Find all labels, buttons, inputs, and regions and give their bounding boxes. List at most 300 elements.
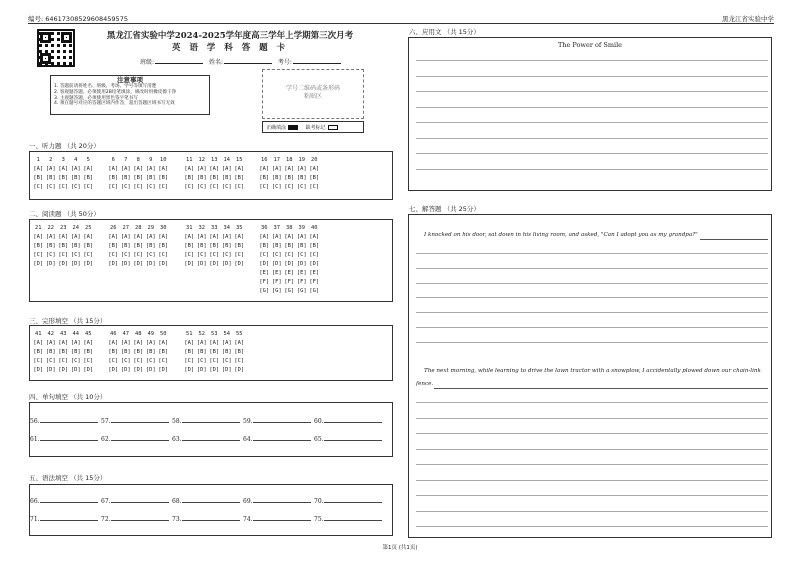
answer-bubble[interactable]: [A] <box>184 166 195 172</box>
answer-bubble[interactable]: [B] <box>108 349 119 355</box>
answer-bubble[interactable]: [D] <box>133 261 144 267</box>
answer-line[interactable] <box>324 435 382 441</box>
answer-bubble[interactable]: [C] <box>120 358 131 364</box>
answer-bubble[interactable]: [C] <box>209 358 220 364</box>
answer-bubble[interactable]: [G] <box>296 288 307 294</box>
answer-bubble[interactable]: [A] <box>259 234 270 240</box>
answer-bubble[interactable]: [F] <box>296 279 307 285</box>
answer-bubble[interactable]: [C] <box>33 252 44 258</box>
answer-bubble[interactable]: [C] <box>184 358 195 364</box>
answer-bubble[interactable]: [C] <box>83 252 94 258</box>
question-number: 29 <box>147 225 154 231</box>
answer-bubble[interactable]: [A] <box>209 234 220 240</box>
answer-bubble[interactable]: [D] <box>33 261 44 267</box>
blank-number: 63. <box>172 436 182 443</box>
answer-bubble[interactable]: [C] <box>158 358 169 364</box>
answer-bubble[interactable]: [B] <box>108 243 119 249</box>
answer-bubble[interactable]: [A] <box>158 166 169 172</box>
writing-line[interactable] <box>416 138 768 139</box>
answer-bubble[interactable]: [B] <box>145 243 156 249</box>
answer-bubble[interactable]: [B] <box>158 349 169 355</box>
writing-line[interactable] <box>416 122 768 123</box>
answer-bubble[interactable]: [A] <box>45 234 56 240</box>
answer-bubble[interactable]: [B] <box>120 349 131 355</box>
answer-bubble[interactable]: [D] <box>108 261 119 267</box>
answer-bubble[interactable]: [C] <box>83 184 94 190</box>
answer-line[interactable] <box>182 515 240 521</box>
answer-bubble[interactable]: [A] <box>108 340 119 346</box>
answer-line[interactable] <box>111 515 169 521</box>
answer-bubble[interactable]: [B] <box>284 243 295 249</box>
option-row <box>258 269 321 278</box>
answer-bubble[interactable]: [A] <box>83 340 94 346</box>
answer-bubble[interactable]: [D] <box>196 367 207 373</box>
answer-bubble[interactable]: [A] <box>309 234 320 240</box>
answer-bubble[interactable]: [B] <box>259 243 270 249</box>
answer-bubble[interactable]: [C] <box>58 358 69 364</box>
answer-bubble[interactable]: [A] <box>108 234 119 240</box>
answer-line[interactable] <box>324 497 382 503</box>
answer-bubble[interactable]: [A] <box>45 340 56 346</box>
answer-bubble[interactable]: [F] <box>309 279 320 285</box>
answer-bubble[interactable]: [C] <box>184 252 195 258</box>
answer-bubble[interactable]: [D] <box>45 261 56 267</box>
answer-bubble[interactable]: [D] <box>234 261 245 267</box>
answer-bubble[interactable]: [C] <box>158 252 169 258</box>
answer-bubble[interactable]: [B] <box>234 175 245 181</box>
answer-line[interactable] <box>40 435 98 441</box>
answer-line[interactable] <box>253 417 311 423</box>
writing-line[interactable] <box>416 76 768 77</box>
blank-number: 69. <box>243 498 253 505</box>
answer-bubble[interactable]: [B] <box>120 243 131 249</box>
answer-bubble[interactable]: [C] <box>196 184 207 190</box>
answer-bubble[interactable]: [B] <box>158 175 169 181</box>
answer-bubble[interactable]: [D] <box>83 261 94 267</box>
answer-bubble[interactable]: [A] <box>45 166 56 172</box>
answer-bubble[interactable]: [D] <box>184 367 195 373</box>
option-row <box>32 183 95 192</box>
answer-bubble[interactable]: [C] <box>184 184 195 190</box>
answer-bubble[interactable]: [C] <box>284 184 295 190</box>
answer-bubble[interactable]: [A] <box>196 234 207 240</box>
answer-bubble[interactable]: [C] <box>234 358 245 364</box>
answer-bubble[interactable]: [G] <box>259 288 270 294</box>
answer-bubble[interactable]: [D] <box>184 261 195 267</box>
answer-line[interactable] <box>182 417 240 423</box>
answer-bubble[interactable]: [G] <box>271 288 282 294</box>
id-field[interactable] <box>293 58 341 64</box>
answer-bubble[interactable]: [D] <box>120 367 131 373</box>
school-name: 黑龙江省实验中学 <box>722 15 774 23</box>
answer-bubble[interactable]: [C] <box>209 252 220 258</box>
writing-line[interactable] <box>416 433 768 434</box>
prompt-continuation-line[interactable] <box>434 388 768 389</box>
answer-bubble[interactable]: [A] <box>221 340 232 346</box>
answer-bubble[interactable]: [E] <box>259 270 270 276</box>
option-row <box>107 260 170 269</box>
answer-bubble[interactable]: [B] <box>221 243 232 249</box>
writing-line[interactable] <box>416 268 768 269</box>
answer-bubble[interactable]: [B] <box>196 243 207 249</box>
answer-line[interactable] <box>182 435 240 441</box>
answer-line[interactable] <box>253 515 311 521</box>
answer-bubble[interactable]: [C] <box>221 184 232 190</box>
notice-item: 3. 主观题答题，必须使用黑色签字笔书写 <box>54 95 138 101</box>
writing-line[interactable] <box>416 449 768 450</box>
writing-line[interactable] <box>416 327 768 328</box>
answer-bubble[interactable]: [D] <box>209 261 220 267</box>
question-number: 23 <box>60 225 67 231</box>
writing-line[interactable] <box>416 480 768 481</box>
answer-line[interactable] <box>111 417 169 423</box>
answer-bubble[interactable]: [C] <box>120 184 131 190</box>
answer-bubble[interactable]: [C] <box>70 184 81 190</box>
answer-bubble[interactable]: [A] <box>70 340 81 346</box>
answer-bubble[interactable]: [D] <box>284 261 295 267</box>
answer-bubble[interactable]: [C] <box>234 252 245 258</box>
qr-code <box>37 29 75 67</box>
writing-line[interactable] <box>416 169 768 170</box>
answer-bubble[interactable]: [D] <box>70 367 81 373</box>
answer-bubble[interactable]: [B] <box>209 243 220 249</box>
question-number: 41 <box>35 331 42 337</box>
question-number-row <box>32 330 95 339</box>
answer-group <box>107 224 170 269</box>
answer-bubble[interactable]: [B] <box>133 175 144 181</box>
option-row <box>258 251 321 260</box>
answer-bubble[interactable]: [C] <box>145 252 156 258</box>
answer-bubble[interactable]: [C] <box>108 358 119 364</box>
class-field[interactable] <box>155 58 203 64</box>
answer-bubble[interactable]: [A] <box>120 234 131 240</box>
answer-bubble[interactable]: [B] <box>221 349 232 355</box>
answer-bubble[interactable]: [D] <box>309 261 320 267</box>
answer-bubble[interactable]: [A] <box>58 340 69 346</box>
answer-bubble[interactable]: [C] <box>309 184 320 190</box>
answer-bubble[interactable]: [B] <box>309 243 320 249</box>
answer-bubble[interactable]: [B] <box>45 175 56 181</box>
answer-bubble[interactable]: [A] <box>120 340 131 346</box>
answer-bubble[interactable]: [A] <box>221 166 232 172</box>
answer-bubble[interactable]: [G] <box>309 288 320 294</box>
writing-line[interactable] <box>416 526 768 527</box>
answer-line[interactable] <box>111 497 169 503</box>
answer-bubble[interactable]: [D] <box>209 367 220 373</box>
answer-bubble[interactable]: [B] <box>271 175 282 181</box>
question-number: 43 <box>60 331 67 337</box>
answer-bubble[interactable]: [B] <box>296 243 307 249</box>
answer-bubble[interactable]: [B] <box>58 175 69 181</box>
answer-bubble[interactable]: [D] <box>108 367 119 373</box>
writing-line[interactable] <box>416 91 768 92</box>
writing-line[interactable] <box>416 342 768 343</box>
answer-bubble[interactable]: [A] <box>133 166 144 172</box>
grammar-box <box>29 484 393 536</box>
answer-bubble[interactable]: [A] <box>145 340 156 346</box>
answer-bubble[interactable]: [B] <box>45 243 56 249</box>
answer-bubble[interactable]: [D] <box>221 261 232 267</box>
answer-bubble[interactable]: [B] <box>58 243 69 249</box>
option-row <box>107 183 170 192</box>
answer-line[interactable] <box>40 515 98 521</box>
answer-bubble[interactable]: [A] <box>83 234 94 240</box>
answer-bubble[interactable]: [C] <box>133 252 144 258</box>
answer-bubble[interactable]: [A] <box>33 340 44 346</box>
answer-bubble[interactable]: [C] <box>145 184 156 190</box>
answer-bubble[interactable]: [D] <box>145 367 156 373</box>
answer-bubble[interactable]: [B] <box>45 349 56 355</box>
blank-number: 72. <box>101 516 111 523</box>
answer-bubble[interactable]: [C] <box>133 358 144 364</box>
option-row <box>183 242 246 251</box>
option-row <box>183 357 246 366</box>
writing-line[interactable] <box>416 464 768 465</box>
answer-bubble[interactable]: [E] <box>309 270 320 276</box>
answer-bubble[interactable]: [B] <box>296 175 307 181</box>
answer-bubble[interactable]: [A] <box>309 166 320 172</box>
answer-bubble[interactable]: [B] <box>58 349 69 355</box>
section-cloze-title: 三、完形填空 （共 15分） <box>29 317 107 325</box>
answer-bubble[interactable]: [C] <box>108 184 119 190</box>
answer-line[interactable] <box>182 497 240 503</box>
answer-bubble[interactable]: [B] <box>145 175 156 181</box>
writing-line[interactable] <box>416 253 768 254</box>
answer-bubble[interactable]: [A] <box>145 166 156 172</box>
writing-line[interactable] <box>416 107 768 108</box>
answer-bubble[interactable]: [B] <box>133 349 144 355</box>
answer-line[interactable] <box>40 417 98 423</box>
answer-bubble[interactable]: [G] <box>284 288 295 294</box>
answer-bubble[interactable]: [C] <box>145 358 156 364</box>
answer-bubble[interactable]: [A] <box>284 234 295 240</box>
answer-line[interactable] <box>324 515 382 521</box>
option-row <box>258 233 321 242</box>
answer-bubble[interactable]: [C] <box>209 184 220 190</box>
answer-bubble[interactable]: [C] <box>120 252 131 258</box>
answer-bubble[interactable]: [B] <box>196 349 207 355</box>
answer-bubble[interactable]: [B] <box>108 175 119 181</box>
answer-bubble[interactable]: [D] <box>83 367 94 373</box>
answer-bubble[interactable]: [B] <box>83 175 94 181</box>
answer-bubble[interactable]: [D] <box>158 261 169 267</box>
answer-bubble[interactable]: [B] <box>83 349 94 355</box>
answer-bubble[interactable]: [B] <box>184 175 195 181</box>
answer-bubble[interactable]: [A] <box>221 234 232 240</box>
answer-bubble[interactable]: [C] <box>70 252 81 258</box>
answer-bubble[interactable]: [C] <box>158 184 169 190</box>
option-row <box>183 174 246 183</box>
answer-bubble[interactable]: [B] <box>158 243 169 249</box>
answer-bubble[interactable]: [D] <box>296 261 307 267</box>
answer-bubble[interactable]: [C] <box>45 252 56 258</box>
answer-bubble[interactable]: [A] <box>145 234 156 240</box>
blank-number: 60. <box>314 418 324 425</box>
answer-bubble[interactable]: [A] <box>284 166 295 172</box>
answer-bubble[interactable]: [D] <box>259 261 270 267</box>
answer-bubble[interactable]: [C] <box>259 252 270 258</box>
blank-number: 66. <box>30 498 40 505</box>
answer-bubble[interactable]: [C] <box>33 358 44 364</box>
answer-bubble[interactable]: [A] <box>209 340 220 346</box>
answer-bubble[interactable]: [B] <box>234 243 245 249</box>
answer-bubble[interactable]: [B] <box>221 175 232 181</box>
answer-bubble[interactable]: [A] <box>108 166 119 172</box>
answer-bubble[interactable]: [A] <box>70 234 81 240</box>
question-number: 39 <box>298 225 305 231</box>
answer-bubble[interactable]: [A] <box>196 166 207 172</box>
answer-bubble[interactable]: [B] <box>209 175 220 181</box>
writing-line[interactable] <box>416 312 768 313</box>
answer-bubble[interactable]: [C] <box>271 184 282 190</box>
answer-bubble[interactable]: [B] <box>284 175 295 181</box>
answer-bubble[interactable]: [A] <box>83 166 94 172</box>
answer-bubble[interactable]: [A] <box>58 234 69 240</box>
writing-title: The Power of Smile <box>557 41 623 49</box>
prompt-continuation-line[interactable] <box>700 239 768 240</box>
answer-bubble[interactable]: [B] <box>184 243 195 249</box>
answer-bubble[interactable]: [B] <box>259 175 270 181</box>
answer-bubble[interactable]: [D] <box>58 367 69 373</box>
answer-bubble[interactable]: [C] <box>70 358 81 364</box>
answer-bubble[interactable]: [C] <box>259 184 270 190</box>
answer-bubble[interactable]: [A] <box>33 166 44 172</box>
answer-bubble[interactable]: [C] <box>108 252 119 258</box>
writing-line[interactable] <box>416 418 768 419</box>
writing-line[interactable] <box>416 153 768 154</box>
answer-bubble[interactable]: [E] <box>284 270 295 276</box>
question-number-row <box>107 156 170 165</box>
answer-bubble[interactable]: [A] <box>196 340 207 346</box>
answer-bubble[interactable]: [B] <box>196 175 207 181</box>
answer-bubble[interactable]: [C] <box>45 184 56 190</box>
answer-line[interactable] <box>324 417 382 423</box>
answer-bubble[interactable]: [C] <box>309 252 320 258</box>
answer-bubble[interactable]: [D] <box>120 261 131 267</box>
answer-bubble[interactable]: [A] <box>234 340 245 346</box>
answer-bubble[interactable]: [A] <box>296 234 307 240</box>
answer-bubble[interactable]: [D] <box>45 367 56 373</box>
answer-bubble[interactable]: [E] <box>296 270 307 276</box>
answer-bubble[interactable]: [C] <box>271 252 282 258</box>
answer-bubble[interactable]: [A] <box>234 166 245 172</box>
answer-bubble[interactable]: [D] <box>196 261 207 267</box>
answer-bubble[interactable]: [A] <box>133 340 144 346</box>
answer-bubble[interactable]: [B] <box>145 349 156 355</box>
answer-bubble[interactable]: [B] <box>33 175 44 181</box>
writing-line[interactable] <box>416 297 768 298</box>
answer-bubble[interactable]: [D] <box>158 367 169 373</box>
option-row <box>183 260 246 269</box>
answer-bubble[interactable]: [C] <box>221 358 232 364</box>
writing-line[interactable] <box>416 511 768 512</box>
question-number: 2 <box>49 157 53 163</box>
answer-bubble[interactable]: [C] <box>83 358 94 364</box>
answer-bubble[interactable]: [F] <box>271 279 282 285</box>
answer-bubble[interactable]: [D] <box>133 367 144 373</box>
answer-bubble[interactable]: [A] <box>120 166 131 172</box>
answer-bubble[interactable]: [C] <box>284 252 295 258</box>
writing-line[interactable] <box>416 402 768 403</box>
answer-bubble[interactable]: [C] <box>133 184 144 190</box>
question-number: 10 <box>160 157 167 163</box>
name-field[interactable] <box>224 58 272 64</box>
answer-bubble[interactable]: [D] <box>70 261 81 267</box>
answer-line[interactable] <box>111 435 169 441</box>
answer-bubble[interactable]: [A] <box>184 340 195 346</box>
answer-bubble[interactable]: [C] <box>58 252 69 258</box>
answer-bubble[interactable]: [C] <box>296 252 307 258</box>
answer-bubble[interactable]: [A] <box>209 166 220 172</box>
writing-line[interactable] <box>416 60 768 61</box>
answer-bubble[interactable]: [A] <box>133 234 144 240</box>
answer-bubble[interactable]: [C] <box>221 252 232 258</box>
answer-bubble[interactable]: [B] <box>70 243 81 249</box>
answer-bubble[interactable]: [C] <box>33 184 44 190</box>
answer-bubble[interactable]: [C] <box>196 252 207 258</box>
answer-bubble[interactable]: [B] <box>133 243 144 249</box>
essay-prompt-2-end: fence. <box>416 381 434 387</box>
writing-line[interactable] <box>416 283 768 284</box>
answer-bubble[interactable]: [A] <box>33 234 44 240</box>
answer-bubble[interactable]: [A] <box>296 166 307 172</box>
answer-bubble[interactable]: [E] <box>271 270 282 276</box>
answer-bubble[interactable]: [B] <box>120 175 131 181</box>
answer-bubble[interactable]: [C] <box>234 184 245 190</box>
answer-bubble[interactable]: [A] <box>58 166 69 172</box>
answer-bubble[interactable]: [C] <box>45 358 56 364</box>
answer-line[interactable] <box>253 497 311 503</box>
answer-bubble[interactable]: [C] <box>296 184 307 190</box>
answer-bubble[interactable]: [D] <box>271 261 282 267</box>
answer-bubble[interactable]: [B] <box>70 175 81 181</box>
writing-line[interactable] <box>416 495 768 496</box>
answer-bubble[interactable]: [B] <box>309 175 320 181</box>
blank-number: 74. <box>243 516 253 523</box>
answer-bubble[interactable]: [A] <box>184 234 195 240</box>
answer-bubble[interactable]: [A] <box>271 234 282 240</box>
answer-bubble[interactable]: [A] <box>259 166 270 172</box>
answer-bubble[interactable]: [F] <box>284 279 295 285</box>
answer-bubble[interactable]: [B] <box>234 349 245 355</box>
answer-bubble[interactable]: [B] <box>83 243 94 249</box>
answer-bubble[interactable]: [F] <box>259 279 270 285</box>
answer-bubble[interactable]: [B] <box>271 243 282 249</box>
answer-bubble[interactable]: [D] <box>234 367 245 373</box>
answer-bubble[interactable]: [D] <box>58 261 69 267</box>
answer-bubble[interactable]: [A] <box>158 234 169 240</box>
answer-bubble[interactable]: [D] <box>33 367 44 373</box>
answer-line[interactable] <box>40 497 98 503</box>
answer-bubble[interactable]: [B] <box>33 243 44 249</box>
answer-line[interactable] <box>253 435 311 441</box>
answer-bubble[interactable]: [C] <box>58 184 69 190</box>
answer-bubble[interactable]: [D] <box>145 261 156 267</box>
answer-bubble[interactable]: [B] <box>184 349 195 355</box>
answer-bubble[interactable]: [D] <box>221 367 232 373</box>
answer-bubble[interactable]: [A] <box>158 340 169 346</box>
question-number: 37 <box>273 225 280 231</box>
answer-bubble[interactable]: [B] <box>33 349 44 355</box>
question-number: 19 <box>298 157 305 163</box>
answer-bubble[interactable]: [A] <box>271 166 282 172</box>
absent-mark-box[interactable] <box>328 125 338 130</box>
answer-bubble[interactable]: [B] <box>209 349 220 355</box>
answer-bubble[interactable]: [A] <box>70 166 81 172</box>
answer-bubble[interactable]: [C] <box>196 358 207 364</box>
answer-bubble[interactable]: [B] <box>70 349 81 355</box>
answer-bubble[interactable]: [A] <box>234 234 245 240</box>
